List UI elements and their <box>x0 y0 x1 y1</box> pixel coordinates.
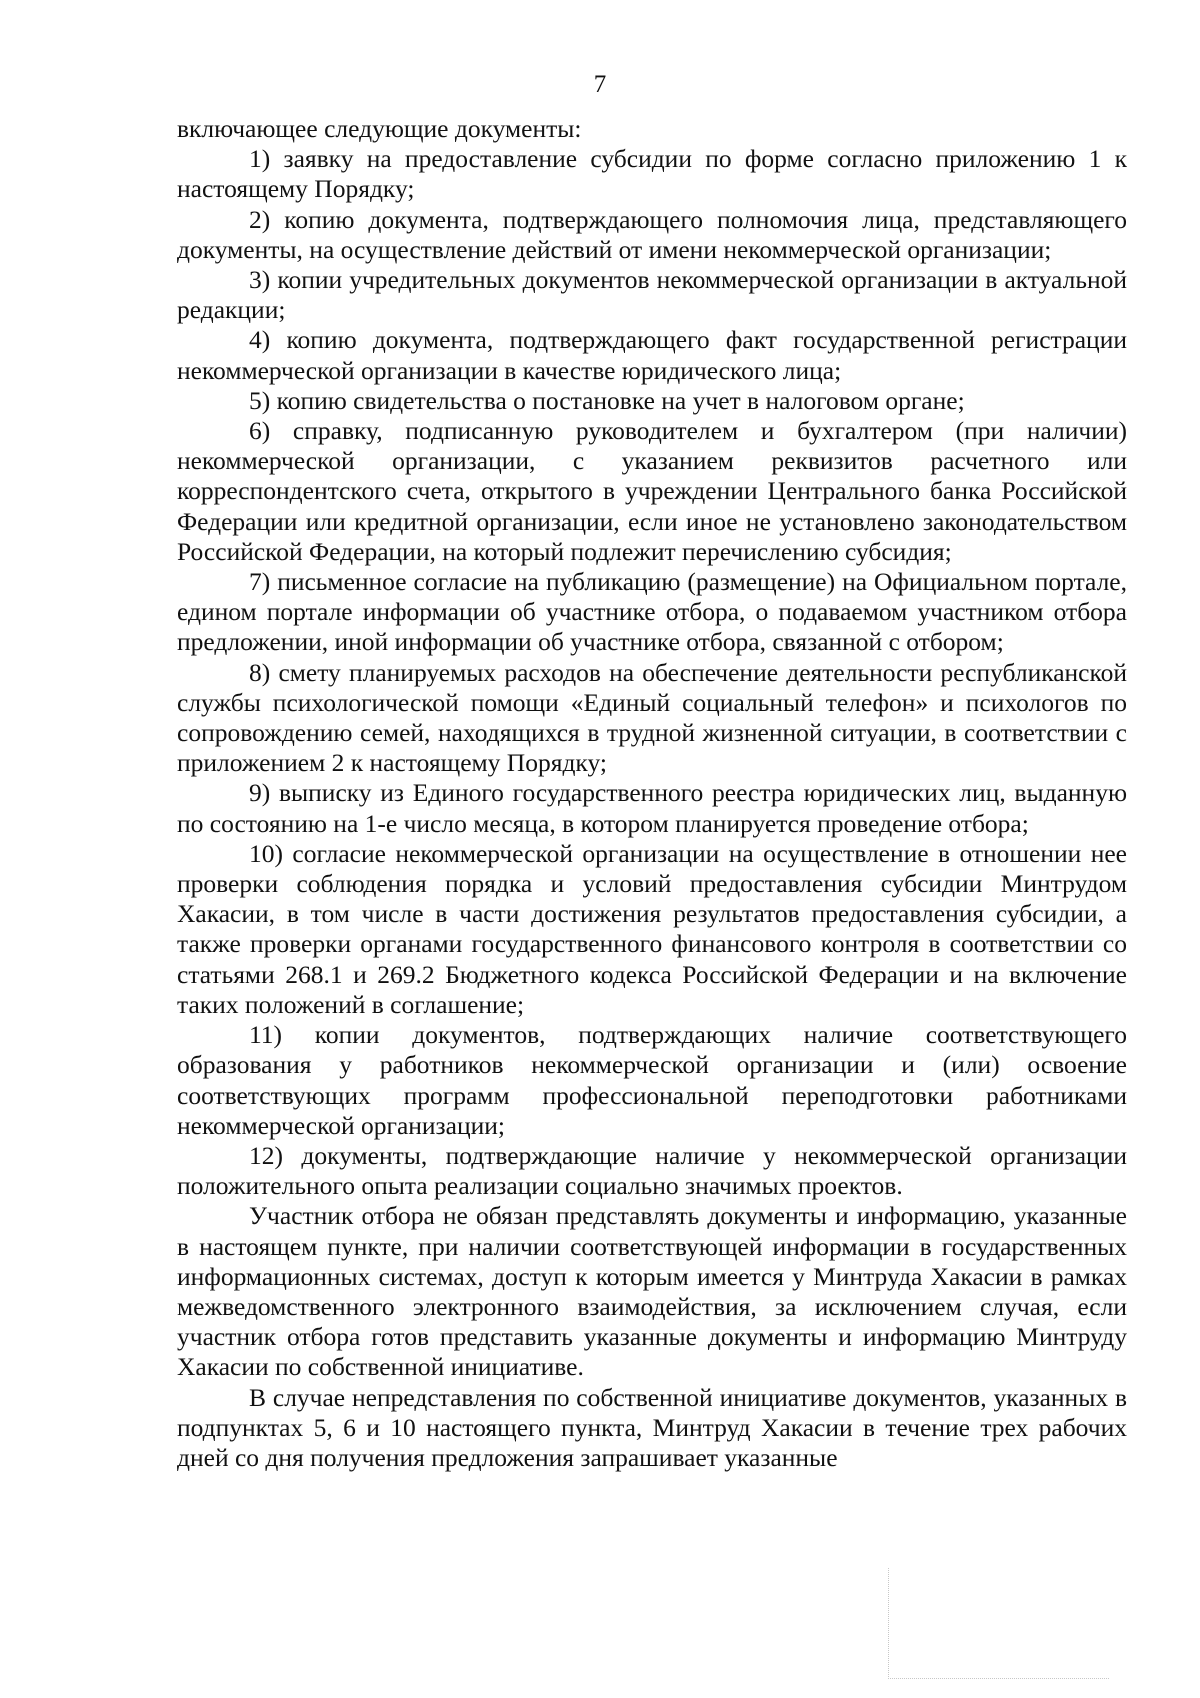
document-paragraph: 6) справку, подписанную руководителем и бухгалтером (при наличии) некоммерческой организации, с указанием реквизитов расчетного или корреспондентского счета, открытого в учреждении Центрального банка Российской Федерации или кредитной организации, если иное не установлено законодательством Российской Федерации, на который подлежит перечислению субсидия; <box>177 416 1127 566</box>
document-paragraph: 1) заявку на предоставление субсидии по форме согласно приложению 1 к настоящему Порядку; <box>177 144 1127 204</box>
document-paragraph: 4) копию документа, подтверждающего факт государственной регистрации некоммерческой организации в качестве юридического лица; <box>177 325 1127 385</box>
document-paragraph: включающее следующие документы: <box>177 114 582 143</box>
document-paragraph: 10) согласие некоммерческой организации на осуществление в отношении нее проверки соблюдения порядка и условий предоставления субсидии Минтрудом Хакасии, в том числе в части достижения результатов предоставления субсидии, а также проверки органами государственного финансового контроля в соответствии со статьями 268.1 и 269.2 Бюджетного кодекса Российской Федерации и на включение таких положений в соглашение; <box>177 838 1127 1019</box>
document-paragraph: 7) письменное согласие на публикацию (размещение) на Официальном портале, едином портале информации об участнике отбора, о подаваемом участником отбора предложении, иной информации об участнике отбора, связанной с отбором; <box>177 567 1127 657</box>
page-number: 7 <box>593 71 607 98</box>
document-paragraph: 3) копии учредительных документов некоммерческой организации в актуальной редакции; <box>177 265 1127 325</box>
document-paragraph: 5) копию свидетельства о постановке на учет в налоговом органе; <box>249 385 965 415</box>
document-body <box>177 114 1127 1473</box>
faded-stamp <box>888 1568 1109 1679</box>
document-paragraph: 9) выписку из Единого государственного реестра юридических лиц, выданную по состоянию на 1-е число месяца, в котором планируется проведение отбора; <box>177 778 1127 838</box>
document-paragraph: 11) копии документов, подтверждающих наличие соответствующего образования у работников некоммерческой организации и (или) освоение соответствующих программ профессиональной переподготовки работниками некоммерческой организации; <box>177 1020 1127 1140</box>
document-paragraph: 8) смету планируемых расходов на обеспечение деятельности республиканской службы психологической помощи «Единый социальный телефон» и психологов по сопровождению семей, находящихся в трудной жизненной ситуации, в соответствии с приложением 2 к настоящему Порядку; <box>177 657 1127 778</box>
document-paragraph: В случае непредставления по собственной инициативе документов, указанных в подпунктах 5, 6 и 10 настоящего пункта, Минтруд Хакасии в течение трех рабочих дней со дня получения предложения запрашивает указанные <box>177 1382 1127 1472</box>
document-paragraph: Участник отбора не обязан представлять документы и информацию, указанные в настоящем пункте, при наличии соответствующей информации в государственных информационных системах, доступ к которым имеется у Минтруда Хакасии в рамках межведомственного электронного взаимодействия, за исключением случая, если участник отбора готов представить указанные документы и информацию Минтруду Хакасии по собственной инициативе. <box>177 1201 1127 1382</box>
document-paragraph: 12) документы, подтверждающие наличие у некоммерческой организации положительного опыта реализации социально значимых проектов. <box>177 1140 1127 1201</box>
document-paragraph: 2) копию документа, подтверждающего полномочия лица, представляющего документы, на осуществление действий от имени некоммерческой организации; <box>177 204 1127 264</box>
